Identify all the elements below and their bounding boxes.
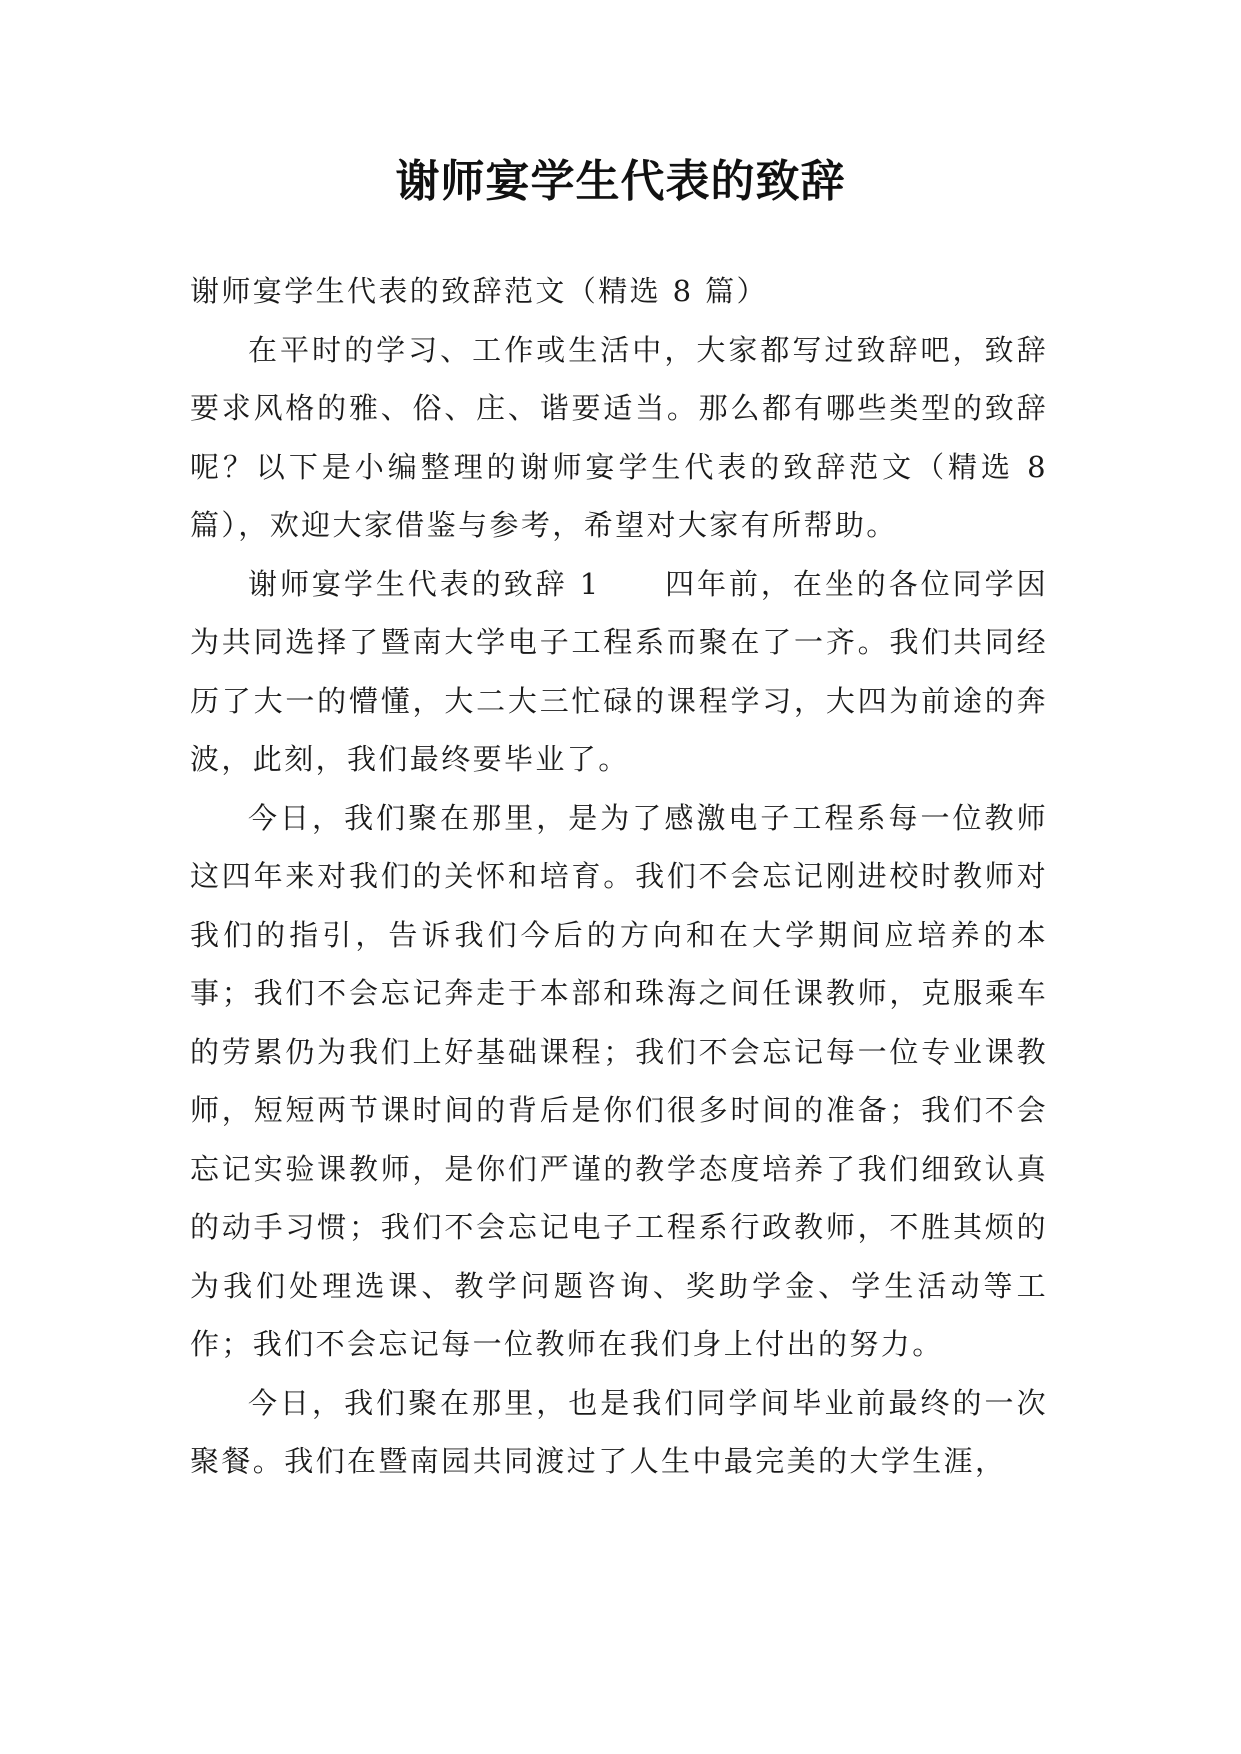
paragraph-intro: 在平时的学习、工作或生活中，大家都写过致辞吧，致辞要求风格的雅、俗、庄、谐要适当。那么都有哪些类型的致辞呢？以下是小编整理的谢师宴学生代表的致辞范文（精选 8 篇），欢迎大家借鉴与参考，希望对大家有所帮助。 xyxy=(190,332,1048,542)
document-title: 谢师宴学生代表的致辞 xyxy=(395,156,846,207)
paragraph-gratitude: 今日，我们聚在那里，是为了感激电子工程系每一位教师这四年来对我们的关怀和培育。我们不会忘记刚进校时教师对我们的指引，告诉我们今后的方向和在大学期间应培养的本事；我们不会忘记奔走于本部和珠海之间任课教师，克服乘车的劳累仍为我们上好基础课程；我们不会忘记每一位专业课教师，短短两节课时间的背后是你们很多时间的准备；我们不会忘记实验课教师，是你们严谨的教学态度培养了我们细致认真的动手习惯；我们不会忘记电子工程系行政教师，不胜其烦的为我们处理选课、教学问题咨询、奖助学金、学生活动等工作；我们不会忘记每一位教师在我们身上付出的努力。 xyxy=(190,800,1048,1361)
paragraph-farewell: 今日，我们聚在那里，也是我们同学间毕业前最终的一次聚餐。我们在暨南园共同渡过了人生中最完美的大学生涯， xyxy=(190,1385,1048,1478)
document-subtitle: 谢师宴学生代表的致辞范文（精选 8 篇） xyxy=(190,274,768,308)
document-body xyxy=(190,262,1048,1491)
paragraph-speech-1: 谢师宴学生代表的致辞 1 四年前，在坐的各位同学因为共同选择了暨南大学电子工程系而聚在了一齐。我们共同经历了大一的懵懂，大二大三忙碌的课程学习，大四为前途的奔波，此刻，我们最终要毕业了。 xyxy=(190,566,1048,776)
